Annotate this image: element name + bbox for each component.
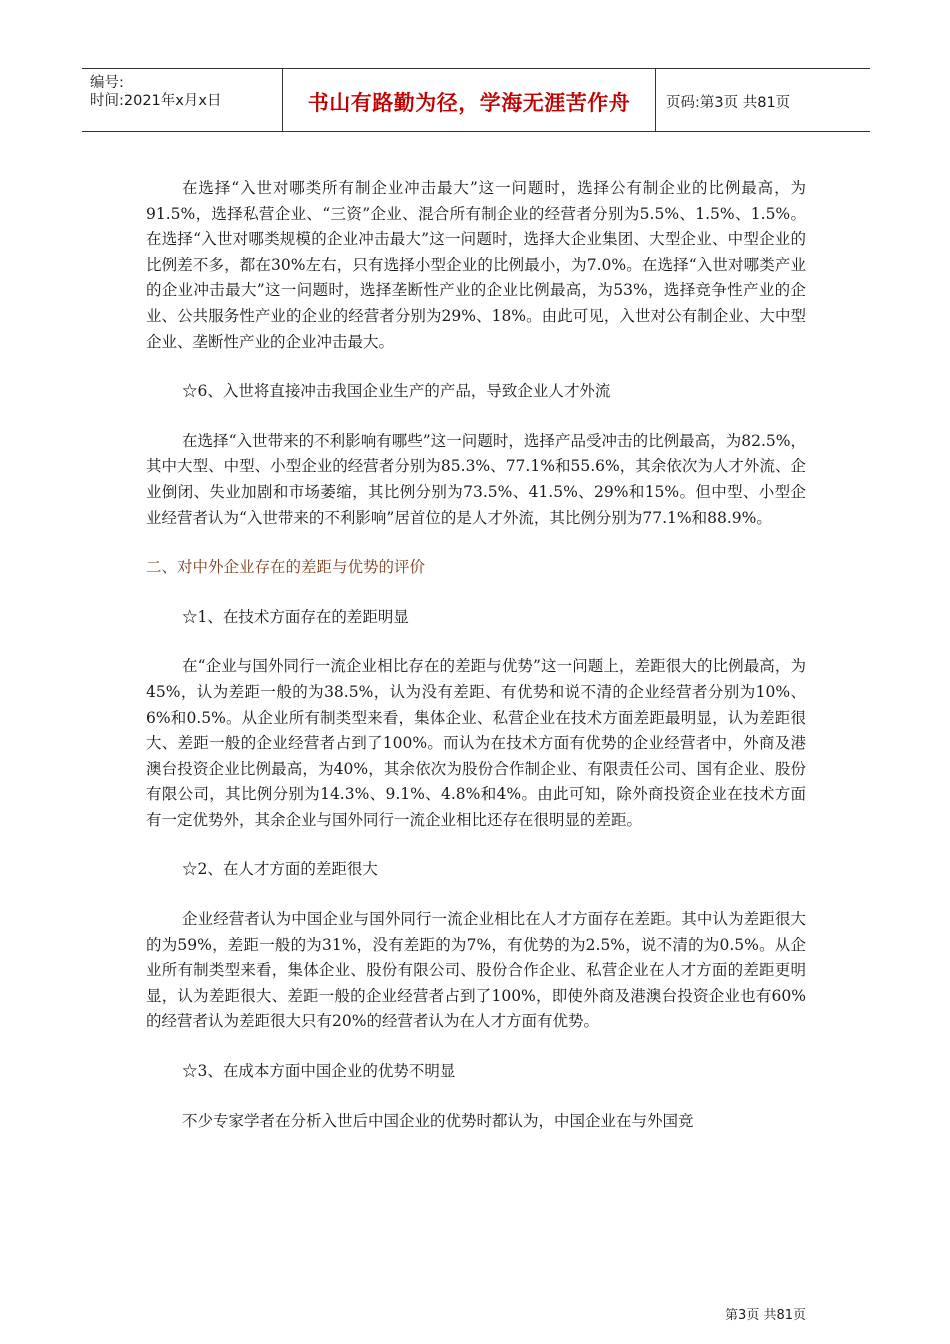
- header-motto-cell: [282, 69, 656, 131]
- subheading-cost-advantage: ☆3、在成本方面中国企业的优势不明显: [182, 1062, 456, 1081]
- page-footer: 第3页 共81页: [725, 1308, 806, 1323]
- paragraph-ownership-impact: 在选择“入世对哪类所有制企业冲击最大”这一问题时，选择公有制企业的比例最高，为91.5%，选择私营企业、“三资”企业、混合所有制企业的经营者分别为5.5%、1.5%、1.5%。在选择“入世对哪类规模的企业冲击最大”这一问题时，选择大企业集团、大型企业、中型企业的比例差不多，都在30%左右，只有选择小型企业的比例最小，为7.0%。在选择“入世对哪类产业的企业冲击最大”这一问题时，选择垄断性产业的企业比例最高，为53%，选择竞争性产业的企业、公共服务性产业的企业的经营者分别为29%、18%。由此可见，入世对公有制企业、大中型企业、垄断性产业的企业冲击最大。: [146, 179, 806, 351]
- document-body: [146, 176, 806, 1134]
- section-heading-gap-evaluation: 二、对中外企业存在的差距与优势的评价: [146, 558, 426, 577]
- subheading-technology-gap: ☆1、在技术方面存在的差距明显: [182, 607, 409, 626]
- header-page-number: 页码:第3页 共81页: [666, 95, 791, 111]
- header-motto: 书山有路勤为径，学海无涯苦作舟: [307, 91, 631, 115]
- subheading-talent-gap: ☆2、在人才方面的差距很大: [182, 860, 378, 879]
- subheading-product-impact: ☆6、入世将直接冲击我国企业生产的产品，导致企业人才外流: [182, 382, 611, 401]
- header-page-cell: [654, 69, 870, 131]
- header-meta: [82, 69, 282, 131]
- page-header: [82, 68, 870, 132]
- document-time-label: 时间:2021年x月x日: [90, 93, 222, 109]
- paragraph-negative-effects: 在选择“入世带来的不利影响有哪些”这一问题时，选择产品受冲击的比例最高，为82.5%，其中大型、中型、小型企业的经营者分别为85.3%、77.1%和55.6%，其余依次为人才外流、企业倒闭、失业加剧和市场萎缩，其比例分别为73.5%、41.5%、29%和15%。但中型、小型企业经营者认为“入世带来的不利影响”居首位的是人才外流，其比例分别为77.1%和88.9%。: [146, 431, 806, 527]
- document-number-label: 编号:: [90, 75, 124, 91]
- paragraph-technology-gap: 在“企业与国外同行一流企业相比存在的差距与优势”这一问题上，差距很大的比例最高，为45%，认为差距一般的为38.5%，认为没有差距、有优势和说不清的企业经营者分别为10%、6%和0.5%。从企业所有制类型来看，集体企业、私营企业在技术方面差距最明显，认为差距很大、差距一般的企业经营者占到了100%。而认为在技术方面有优势的企业经营者中，外商及港澳台投资企业比例最高，为40%，其余依次为股份合作制企业、有限责任公司、国有企业、股份有限公司，其比例分别为14.3%、9.1%、4.8%和4%。由此可知，除外商投资企业在技术方面有一定优势外，其余企业与国外同行一流企业相比还存在很明显的差距。: [146, 657, 806, 829]
- paragraph-talent-gap: 企业经营者认为中国企业与国外同行一流企业相比在人才方面存在差距。其中认为差距很大的为59%，差距一般的为31%，没有差距的为7%，有优势的为2.5%，说不清的为0.5%。从企业所有制类型来看，集体企业、股份有限公司、股份合作企业、私营企业在人才方面的差距更明显，认为差距很大、差距一般的企业经营者占到了100%，即使外商及港澳台投资企业也有60%的经营者认为差距很大只有20%的经营者认为在人才方面有优势。: [146, 910, 806, 1031]
- paragraph-cost-advantage: 不少专家学者在分析入世后中国企业的优势时都认为，中国企业在与外国竞: [182, 1111, 694, 1130]
